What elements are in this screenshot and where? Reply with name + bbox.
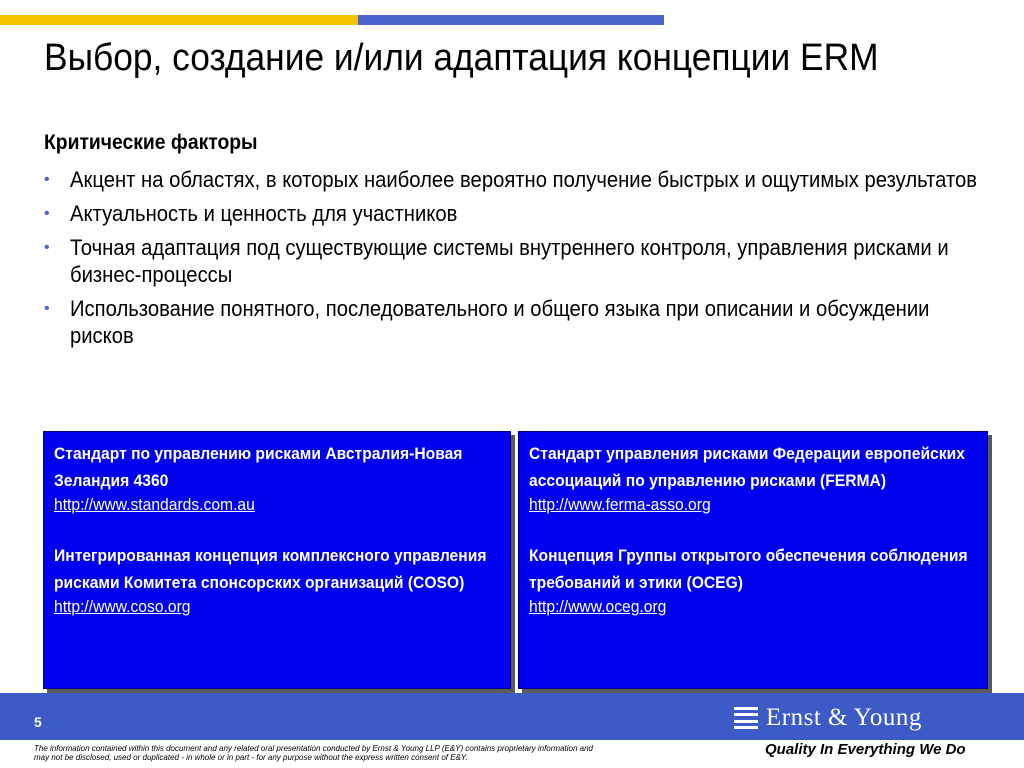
bullet-icon: •: [44, 171, 50, 188]
logo-text: Ernst & Young: [766, 704, 922, 731]
standard-link[interactable]: http://www.coso.org: [54, 597, 191, 616]
top-accent-bar-blue: [358, 15, 664, 25]
standard-entry: [54, 542, 500, 618]
list-item: [44, 166, 1004, 193]
bullet-icon: •: [44, 205, 50, 222]
ernst-young-logo: [734, 703, 922, 733]
standard-link[interactable]: http://www.standards.com.au: [54, 495, 255, 514]
ey-logo-icon: [734, 707, 758, 729]
standard-entry: [529, 440, 977, 516]
bullet-text: Акцент на областях, в которых наиболее вероятно получение быстрых и ощутимых результатов: [70, 167, 978, 192]
disclaimer-text: The information contained within this document and any related oral presentation conducted by Ernst & Young LLP (E&Y) contains proprietary information and may not be disclosed, used or duplicated - in whole or in part - for any purpose without the express written consent of E&Y.: [34, 744, 593, 762]
standard-title: Стандарт управления рисками Федерации европейских ассоциаций по управлению рисками (FERMA): [529, 444, 965, 490]
slide-title: Выбор, создание и/или адаптация концепции ERM: [44, 37, 879, 79]
bullet-text: Точная адаптация под существующие системы внутреннего контроля, управления рисками и бизнес-процессы: [70, 235, 949, 287]
standard-entry: [54, 440, 500, 516]
list-item: [44, 295, 1004, 349]
standard-title: Концепция Группы открытого обеспечения соблюдения требований и этики (OCEG): [529, 546, 968, 592]
section-heading: Критические факторы: [44, 131, 258, 154]
bullet-text: Использование понятного, последовательного и общего языка при описании и обсуждении рисков: [70, 296, 930, 348]
list-item: [44, 234, 1004, 288]
standard-link[interactable]: http://www.oceg.org: [529, 597, 667, 616]
standard-entry: [529, 542, 977, 618]
standard-title: Интегрированная концепция комплексного управления рисками Комитета спонсорских организаций (COSO): [54, 546, 487, 592]
standard-title: Стандарт по управлению рисками Австралия-Новая Зеландия 4360: [54, 444, 463, 490]
tagline: Quality In Everything We Do: [765, 741, 966, 758]
page-number: 5: [34, 714, 42, 730]
bullet-icon: •: [44, 239, 50, 256]
list-item: [44, 200, 1004, 227]
bullet-text: Актуальность и ценность для участников: [70, 201, 458, 226]
standards-box-left: [43, 431, 511, 689]
top-accent-bar-yellow: [0, 15, 358, 25]
bullet-icon: •: [44, 300, 50, 317]
standards-box-right: [518, 431, 988, 689]
critical-factors-list: [44, 166, 1004, 356]
standard-link[interactable]: http://www.ferma-asso.org: [529, 495, 711, 514]
